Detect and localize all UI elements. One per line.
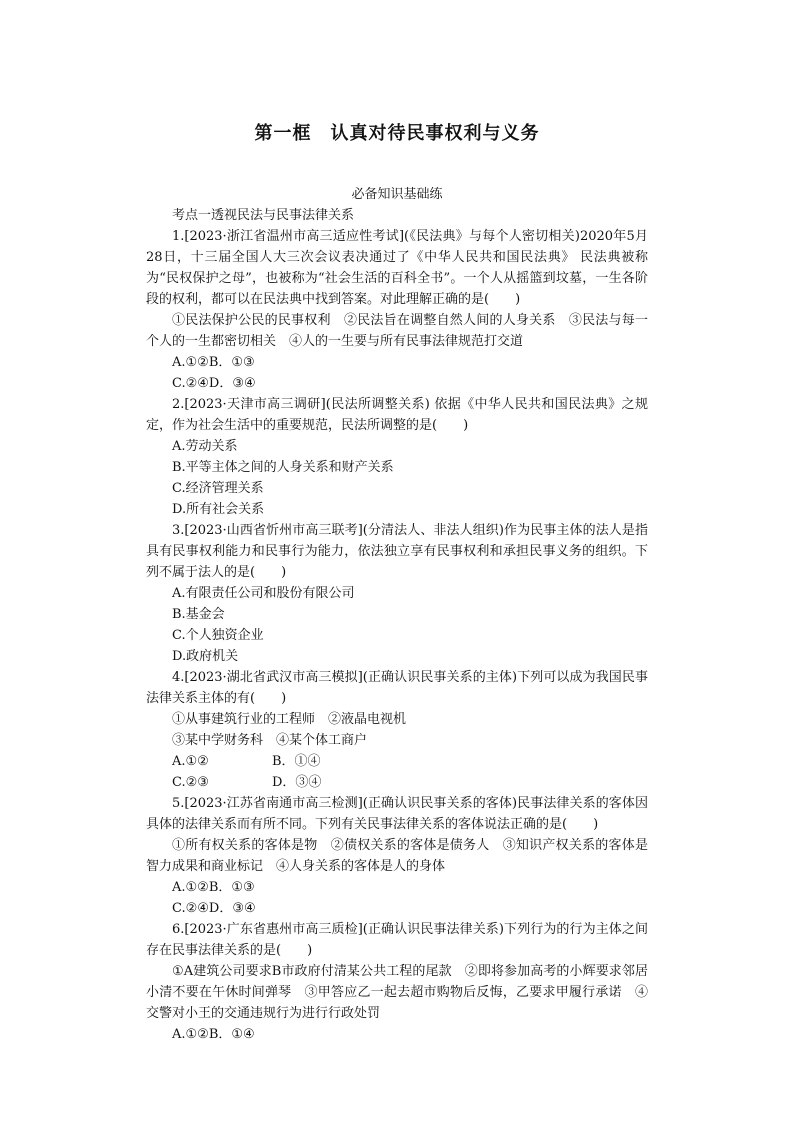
answer-option-c: C.经济管理关系 [172,481,264,496]
question-statements: ③某中学财务科 ④某个体工商户 [172,733,368,748]
answer-option-c: C.个人独资企业 [172,628,264,643]
answer-option-a: A.①② [172,754,209,769]
answer-options-row: C.②④D．③④ [172,901,256,916]
question-statements: ①民法保护公民的民事权利 ②民法旨在调整自然人间的人身关系 ③民法与每一个人的一生都密切相关 ④人的一生要与所有民事法律规范打交道 [146,313,648,349]
question-6 [146,919,648,1045]
answer-option-a: A.劳动关系 [172,439,238,454]
question-stem: 1.[2023·浙江省温州市高三适应性考试](《民法典》与每个人密切相关)2020年5月28日，十三届全国人大三次会议表决通过了《中华人民共和国民法典》 民法典被称为“民权保护之母”，也被称为“社会生活的百科全书”。一个人从摇篮到坟墓，一生各阶段的权利，都可以在民法典中找到答案。对此理解正确的是( ) [146,229,648,307]
question-1 [146,226,648,394]
answer-option-b: B.平等主体之间的人身关系和财产关系 [172,460,394,475]
question-3 [146,520,648,667]
question-stem: 2.[2023·天津市高三调研](民法所调整关系) 依据《中华人民共和国民法典》之规定，作为社会生活中的重要规范，民法所调整的是( ) [146,397,648,433]
question-statements: ①所有权关系的客体是物 ②债权关系的客体是债务人 ③知识产权关系的客体是智力成果和商业标记 ④人身关系的客体是人的身体 [146,838,648,874]
topic-heading: 考点一透视民法与民事法律关系 [172,208,355,223]
question-stem: 3.[2023·山西省忻州市高三联考](分清法人、非法人组织)作为民事主体的法人是指具有民事权利能力和民事行为能力，依法独立享有民事权利和承担民事义务的组织。下列不属于法人的是( ) [146,523,648,580]
answer-options-row: C.②④D．③④ [172,376,256,391]
question-2 [146,394,648,520]
question-stem: 6.[2023·广东省惠州市高三质检](正确认识民事法律关系)下列行为的行为主体之间存在民事法律关系的是( ) [146,922,648,958]
answer-options-row [146,772,648,793]
question-4 [146,667,648,793]
answer-option-b: B．①④ [272,754,321,769]
question-statements: ①从事建筑行业的工程师 ②液晶电视机 [172,712,407,727]
question-stem: 5.[2023·江苏省南通市高三检测](正确认识民事关系的客体)民事法律关系的客体因具体的法律关系而有所不同。下列有关民事法律关系的客体说法正确的是( ) [146,796,648,832]
answer-option-b: B.基金会 [172,607,225,622]
section-heading: 必备知识基础练 [351,187,443,202]
question-statements: ①A建筑公司要求B市政府付清某公共工程的尾款 ②即将参加高考的小辉要求邻居小清不要在午休时间弹琴 ③甲答应乙一起去超市购物后反悔，乙要求甲履行承诺 ④交警对小王的交通违规行为进行行政处罚 [146,964,648,1021]
answer-options-row: A.①②B．①③ [172,355,255,370]
answer-option-d: D.政府机关 [172,649,239,664]
answer-options-row: A.①②B．①③ [172,880,255,895]
answer-option-d: D.所有社会关系 [172,502,265,517]
answer-option-d: D．③④ [272,775,322,790]
answer-option-c: C.②③ [172,775,209,790]
answer-options-row [146,751,648,772]
answer-option-a: A.有限责任公司和股份有限公司 [172,586,355,601]
question-5 [146,793,648,919]
page-title: 第一框 认真对待民事权利与义务 [254,123,540,144]
question-stem: 4.[2023·湖北省武汉市高三模拟](正确认识民事关系的主体)下列可以成为我国民事法律关系主体的有( ) [146,670,648,706]
answer-options-row: A.①②B．①④ [172,1027,255,1042]
